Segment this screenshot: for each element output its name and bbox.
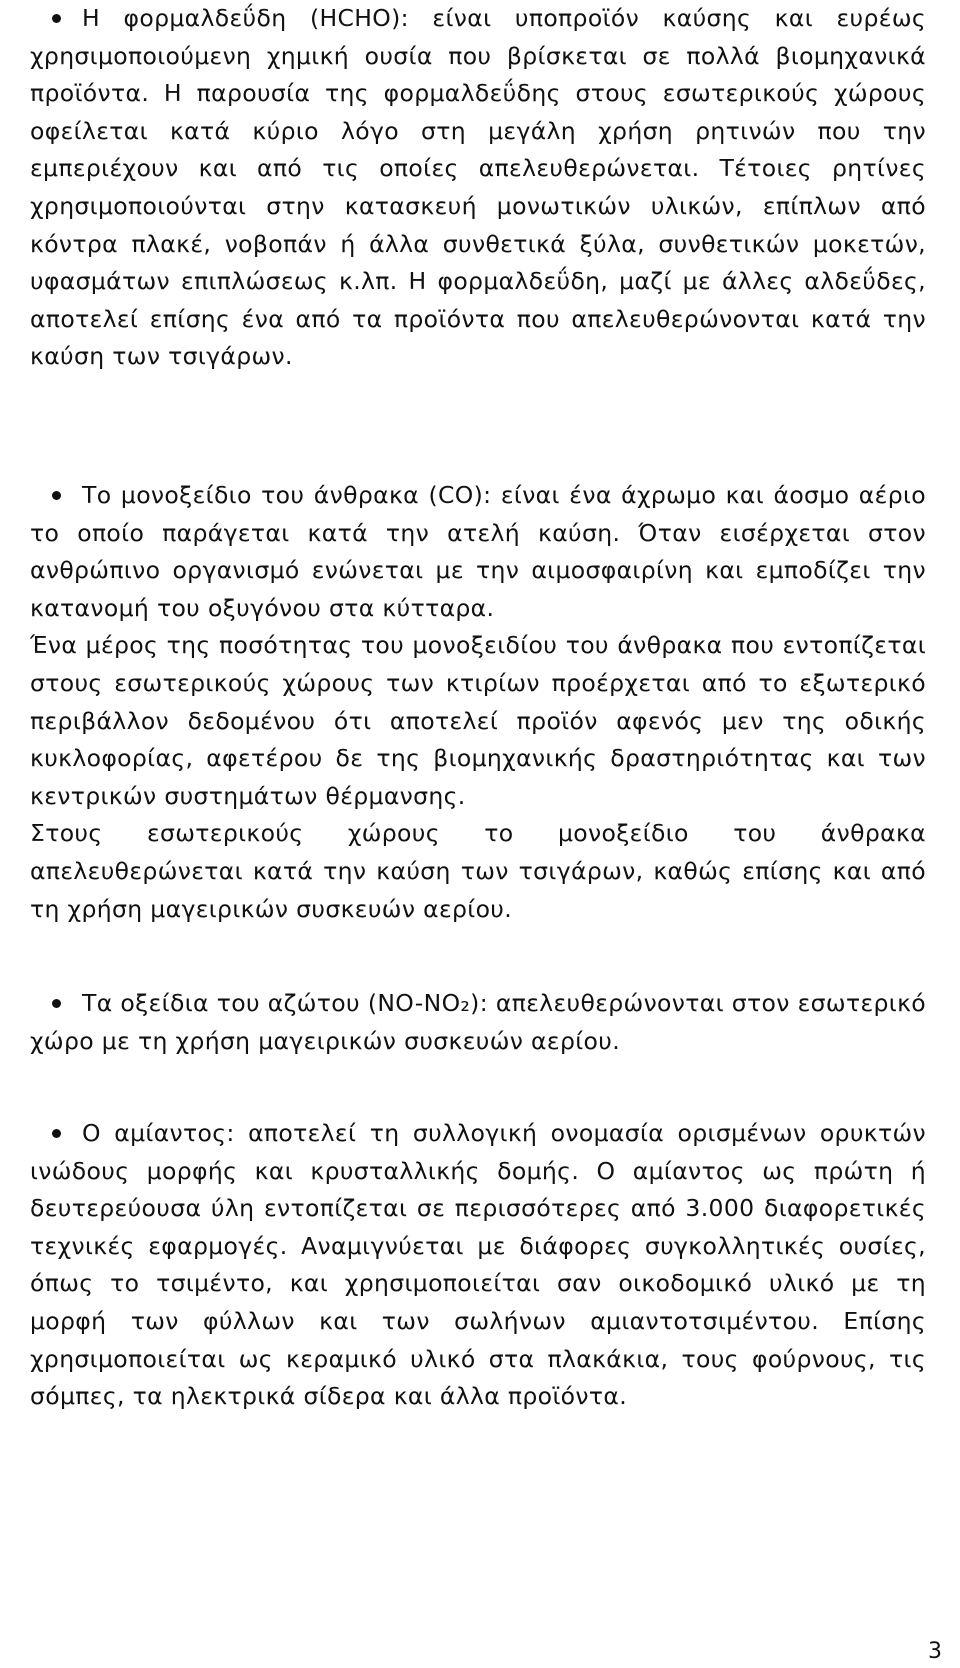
- chemical-formula: (NO-NO₂): [359, 989, 480, 1017]
- term-heading: Τα οξείδια του αζώτου: [82, 989, 360, 1017]
- item-text: : απελευθερώνονται στον εσωτερικό χώρο με τη χρήση μαγειρικών συσκευών αερίου.: [30, 989, 926, 1055]
- bullet-carbon-monoxide: [30, 477, 926, 928]
- list-item: [30, 1115, 926, 1416]
- list-item: [30, 0, 926, 376]
- item-text: : αποτελεί τη συλλογική ονομασία ορισμένων ορυκτών ινώδους μορφής και κρυσταλλικής δομής. Ο αμίαντος ως πρώτη ή δευτερεύουσα ύλη εντοπίζεται σε περισσότερες από 3.000 διαφορετικές τεχνικές εφαρμογές. Αναμιγνύεται με διάφορες συγκολλητικές ουσίες, όπως το τσιμέντο, και χρησιμοποιείται σαν οικοδομικό υλικό με τη μορφή των φύλλων και των σωλήνων αμιαντοτσιμέντου. Επίσης χρησιμοποιείται ως κεραμικό υλικό στα πλακάκια, τους φούρνους, τις σόμπες, τα ηλεκτρικά σίδερα και άλλα προϊόντα.: [30, 1119, 926, 1411]
- bullet-formaldehyde: [30, 0, 926, 376]
- bullet-dot-icon: [52, 491, 61, 500]
- bullet-dot-icon: [52, 999, 61, 1008]
- bullet-asbestos: [30, 1115, 926, 1416]
- bullet-nitrogen-oxides: [30, 985, 926, 1060]
- term-heading: Το μονοξείδιο του άνθρακα: [82, 481, 419, 509]
- bullet-dot-icon: [52, 1129, 61, 1138]
- paragraph: Ένα μέρος της ποσότητας του μονοξειδίου του άνθρακα που εντοπίζεται στους εσωτερικούς χώρους των κτιρίων προέρχεται από το εξωτερικό περιβάλλον δεδομένου ότι αποτελεί προϊόν αφενός μεν της οδικής κυκλοφορίας, αφετέρου δε της βιομηχανικής δραστηριότητας και των κεντρικών συστημάτων θέρμανσης.: [30, 631, 926, 810]
- paragraph: Στους εσωτερικούς χώρους το μονοξείδιο του άνθρακα απελευθερώνεται κατά την καύση των τσιγάρων, καθώς επίσης και από τη χρήση μαγειρικών συσκευών αερίου.: [30, 819, 926, 923]
- page-number: 3: [928, 1639, 942, 1664]
- chemical-formula: (CO): [419, 481, 484, 509]
- chemical-formula: (HCHO): [286, 4, 401, 32]
- list-item: [30, 985, 926, 1060]
- term-heading: Η φορμαλδεΰδη: [82, 4, 287, 32]
- list-item: [30, 477, 926, 627]
- term-heading: Ο αμίαντος: [82, 1119, 227, 1147]
- item-text: : είναι υποπροϊόν καύσης και ευρέως χρησιμοποιούμενη χημική ουσία που βρίσκεται σε πολλά βιομηχανικά προϊόντα. Η παρουσία της φορμαλδεΰδης στους εσωτερικούς χώρους οφείλεται κατά κύριο λόγο στη μεγάλη χρήση ρητινών που την εμπεριέχουν και από τις οποίες απελευθερώνεται. Τέτοιες ρητίνες χρησιμοποιούνται στην κατασκευή μονωτικών υλικών, επίπλων από κόντρα πλακέ, νοβοπάν ή άλλα συνθετικά ξύλα, συνθετικών μοκετών, υφασμάτων επιπλώσεως κ.λπ. Η φορμαλδεΰδη, μαζί με άλλες αλδεΰδες, αποτελεί επίσης ένα από τα προϊόντα που απελευθερώνονται κατά την καύση των τσιγάρων.: [30, 4, 926, 371]
- item-text: : είναι ένα άχρωμο και άοσμο αέριο το οποίο παράγεται κατά την ατελή καύση. Όταν εισέρχεται στον ανθρώπινο οργανισμό ενώνεται με την αιμοσφαιρίνη και εμποδίζει την κατανομή του οξυγόνου στα κύτταρα.: [30, 481, 926, 622]
- bullet-dot-icon: [52, 14, 61, 23]
